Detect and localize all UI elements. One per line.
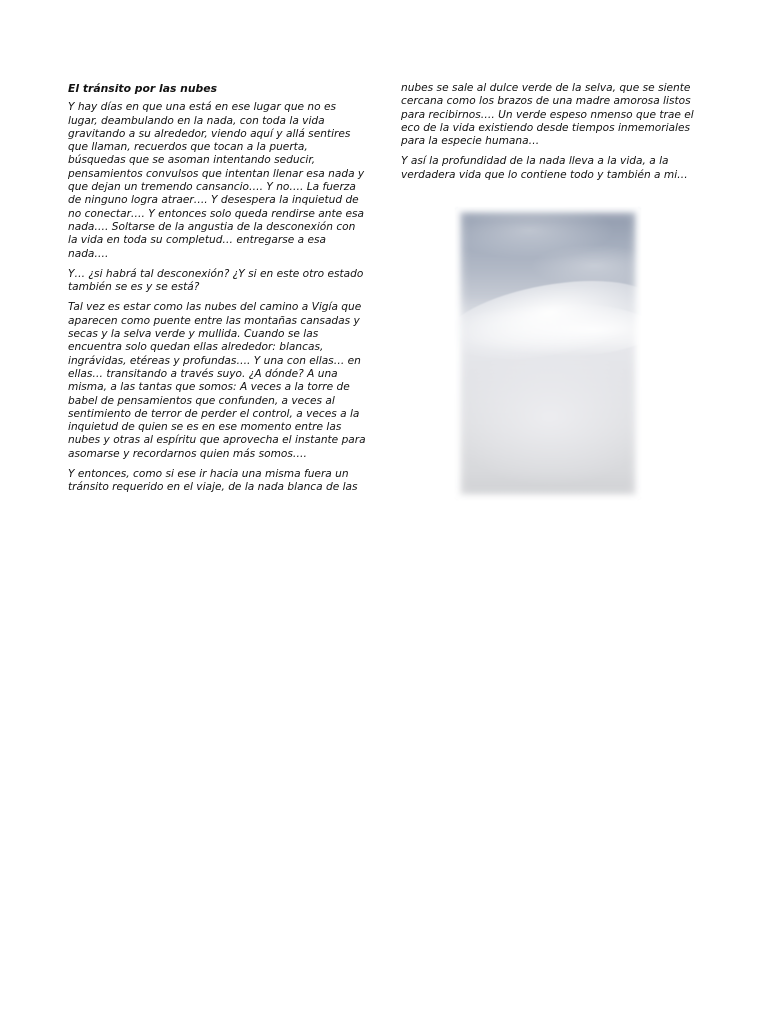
right-column — [401, 82, 701, 189]
photo-vignette — [455, 207, 641, 500]
paragraph: Y entonces, como si ese ir hacia una misma fuera un tránsito requerido en el viaje, de la nada blanca de las — [68, 468, 358, 494]
clouds-photo — [455, 207, 641, 500]
paragraph: Y hay días en que una está en ese lugar que no es lugar, deambulando en la nada, con toda la vida gravitando a su alrededor, viendo aquí y allá sentires que llaman, recuerdos que tocan a la puerta, búsquedas que se asoman intentando seducir, pensamientos convulsos que intentan llenar esa nada y que dejan un tremendo cansancio…. Y no…. La fuerza de ninguno logra atraer…. Y desespera la inquietud de no conectar…. Y entonces solo queda rendirse ante esa nada…. Soltarse de la angustia de la desconexión con la vida en toda su completud… entregarse a esa nada…. — [68, 101, 365, 260]
document-title: El tránsito por las nubes — [68, 82, 218, 95]
paragraph: Y así la profundidad de la nada lleva a la vida, a la verdadera vida que lo contiene todo y también a mi… — [401, 155, 688, 181]
paragraph: Tal vez es estar como las nubes del camino a Vigía que aparecen como puente entre las montañas cansadas y secas y la selva verde y mullida. Cuando se las encuentra solo quedan ellas alrededor: blancas, ingrávidas, etéreas y profundas…. Y una con ellas… en ellas… transitando a través suyo. ¿A dónde? A una misma, a las tantas que somos: A veces a la torre de babel de pensamientos que confunden, a veces al sentimiento de terror de perder el control, a veces a la inquietud de quien se es en ese momento entre las nubes y otras al espíritu que aprovecha el instante para asomarse y recordarnos quien más somos…. — [68, 301, 366, 460]
left-column — [68, 82, 368, 502]
paragraph: nubes se sale al dulce verde de la selva, que se siente cercana como los brazos de una madre amorosa listos para recibirnos…. Un verde espeso nmenso que trae el eco de la vida existiendo desde tiempos inmemoriales para la especie humana… — [401, 82, 694, 148]
paragraph: Y… ¿si habrá tal desconexión? ¿Y si en este otro estado también se es y se está? — [68, 267, 364, 294]
